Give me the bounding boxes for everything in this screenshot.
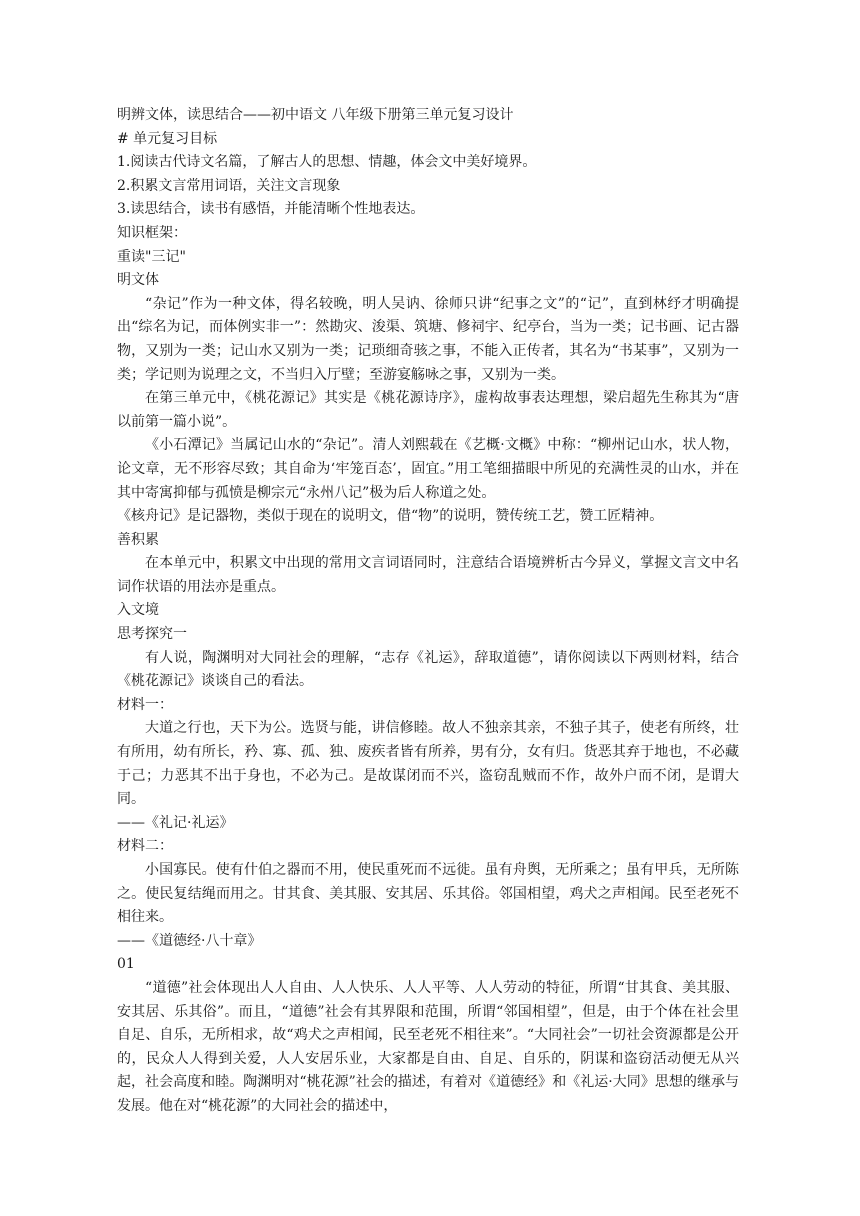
paragraph-taohuayuan: 在第三单元中，《桃花源记》其实是《桃花源诗序》，虚构故事表达理想，梁启超先生称其为“唐以前第一篇小说”。 [117, 390, 739, 430]
material-one-source: ——《礼记·礼运》 [117, 814, 234, 831]
paragraph-accumulate: 在本单元中，积累文中出现的常用文言词语同时，注意结合语境辨析古今异义，掌握文言文中名词作状语的用法亦是重点。 [117, 555, 739, 595]
section-heading-accumulate: 善积累 [117, 531, 159, 548]
material-two-label: 材料二： [117, 838, 173, 855]
material-two-source: ——《道德经·八十章》 [117, 932, 262, 949]
section-heading-enter: 入文境 [117, 602, 159, 619]
goal-item: 1.阅读古代诗文名篇，了解古人的思想、情趣，体会文中美好境界。 [117, 154, 537, 171]
document-title: 明辨文体，读思结合——初中语文 八年级下册第三单元复习设计 [117, 107, 514, 123]
paragraph-zaji: “杂记”作为一种文体，得名较晚，明人吴讷、徐师只讲“纪事之文”的“记”，直到林纾才明确提出“综名为记，而体例实非一”：然勘灾、浚渠、筑塘、修祠宇、纪亭台，当为一类；记书画、记古器物，又别为一类；记山水又别为一类；记琐细奇骇之事，不能入正传者，其名为“书某事”，又别为一类；学记则为说理之文，不当归入厅壁；至游宴觞咏之事，又别为一类。 [117, 295, 739, 383]
paragraph-answer: “道德”社会体现出人人自由、人人快乐、人人平等、人人劳动的特征，所谓“甘其食、美其服、安其居、乐其俗”。而且，“道德”社会有其界限和范围，所谓“邻国相望”，但是，由于个体在社会里自足、自乐，无所相求，故“鸡犬之声相闻，民至老死不相往来”。“大同社会”一切社会资源都是公开的，民众人人得到关爱，人人安居乐业，大家都是自由、自足、自乐的，阴谋和盗窃活动便无从兴起，社会高度和睦。陶渊明对“桃花源”社会的描述，有着对《道德经》和《礼运·大同》思想的继承与发展。他在对“桃花源”的大同社会的描述中， [117, 979, 739, 1114]
section-heading-explore: 思考探究一 [117, 626, 187, 643]
goals-heading: # 单元复习目标 [117, 130, 218, 147]
section-heading-genre: 明文体 [117, 272, 159, 289]
reread-label: 重读"三记" [117, 248, 186, 265]
goal-item: 2.积累文言常用词语，关注文言现象 [117, 177, 341, 194]
framework-label: 知识框架： [117, 224, 187, 241]
material-one-label: 材料一： [117, 696, 173, 713]
material-one-text: 大道之行也，天下为公。选贤与能，讲信修睦。故人不独亲其亲，不独子其子，使老有所终，壮有所用，幼有所长，矜、寡、孤、独、废疾者皆有所养，男有分，女有归。货恶其弃于地也，不必藏于己；力恶其不出于身也，不必为己。是故谋闭而不兴，盗窃乱贼而不作，故外户而不闭，是谓大同。 [117, 720, 739, 808]
paragraph-explore-question: 有人说，陶渊明对大同社会的理解，“志存《礼运》，辞取道德”，请你阅读以下两则材料，结合《桃花源记》谈谈自己的看法。 [117, 649, 739, 690]
material-two-text: 小国寡民。使有什伯之器而不用，使民重死而不远徙。虽有舟舆，无所乘之；虽有甲兵，无所陈之。使民复结绳而用之。甘其食、美其服、安其居、乐其俗。邻国相望，鸡犬之声相闻。民至老死不相往来。 [117, 862, 739, 926]
document-page [117, 104, 739, 1119]
paragraph-xiaoshitan: 《小石潭记》当属记山水的“杂记”。清人刘熙载在《艺概·文概》中称：“柳州记山水，状人物，论文章，无不形容尽致；其自命为‘牢笼百态’，固宜。”用工笔细描眼中所见的充满性灵的山水，并在其中寄寓抑郁与孤愤是柳宗元“永州八记”极为后人称道之处。 [117, 437, 739, 501]
answer-number: 01 [117, 956, 135, 973]
goal-item: 3.读思结合，读书有感悟，并能清晰个性地表达。 [117, 201, 425, 218]
paragraph-hezhou: 《核舟记》是记器物，类似于现在的说明文，借“物”的说明，赞传统工艺，赞工匠精神。 [117, 508, 664, 525]
